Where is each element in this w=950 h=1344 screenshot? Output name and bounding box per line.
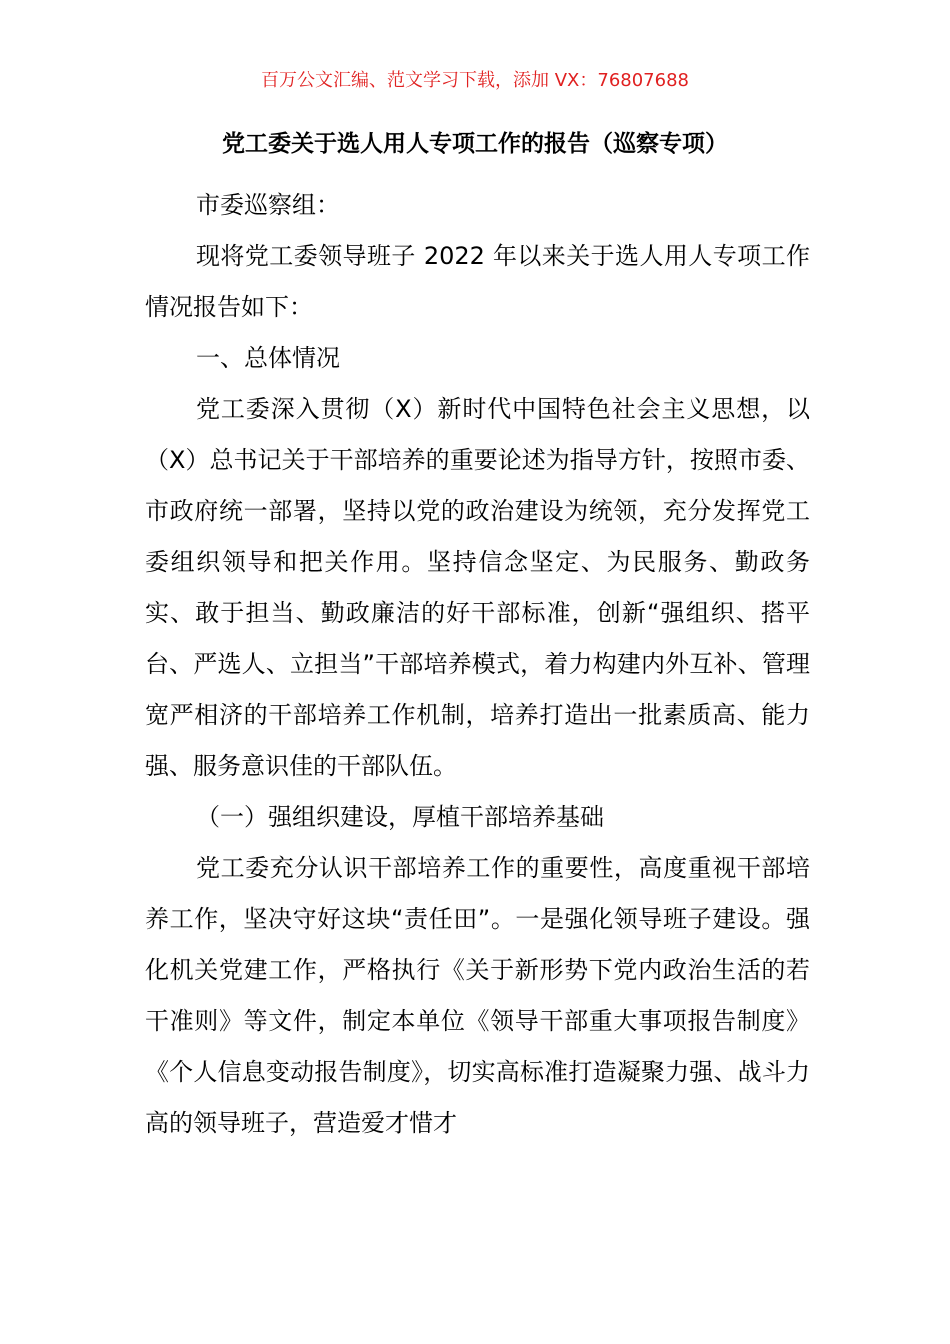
salutation: 市委巡察组： [196,191,340,219]
document-title: 党工委关于选人用人专项工作的报告（巡察专项） [222,131,728,157]
intro-paragraph: 现将党工委领导班子 2022 年以来关于选人用人专项工作情况报告如下： [145,242,810,321]
overall-paragraph: 党工委深入贯彻（X）新时代中国特色社会主义思想，以（X）总书记关于干部培养的重要论述为指导方针，按照市委、市政府统一部署，坚持以党的政治建设为统领，充分发挥党工委组织领导和把关作用。坚持信念坚定、为民服务、勤政务实、敢于担当、勤政廉洁的好干部标准，创新“强组织、搭平台、严选人、立担当”干部培养模式，着力构建内外互补、管理宽严相济的干部培养工作机制，培养打造出一批素质高、能力强、服务意识佳的干部队伍。 [145,395,810,780]
document-body [145,180,810,1149]
section-heading-overall: 一、总体情况 [196,344,340,372]
watermark-banner: 百万公文汇编、范文学习下载，添加 VX：76807688 [261,70,689,91]
subsection-1-paragraph: 党工委充分认识干部培养工作的重要性，高度重视干部培养工作，坚决守好这块“责任田”。一是强化领导班子建设。强化机关党建工作，严格执行《关于新形势下党内政治生活的若干准则》等文件，制定本单位《领导干部重大事项报告制度》《个人信息变动报告制度》，切实高标准打造凝聚力强、战斗力高的领导班子，营造爱才惜才 [145,854,810,1137]
subsection-heading-1: （一）强组织建设，厚植干部培养基础 [196,803,604,831]
